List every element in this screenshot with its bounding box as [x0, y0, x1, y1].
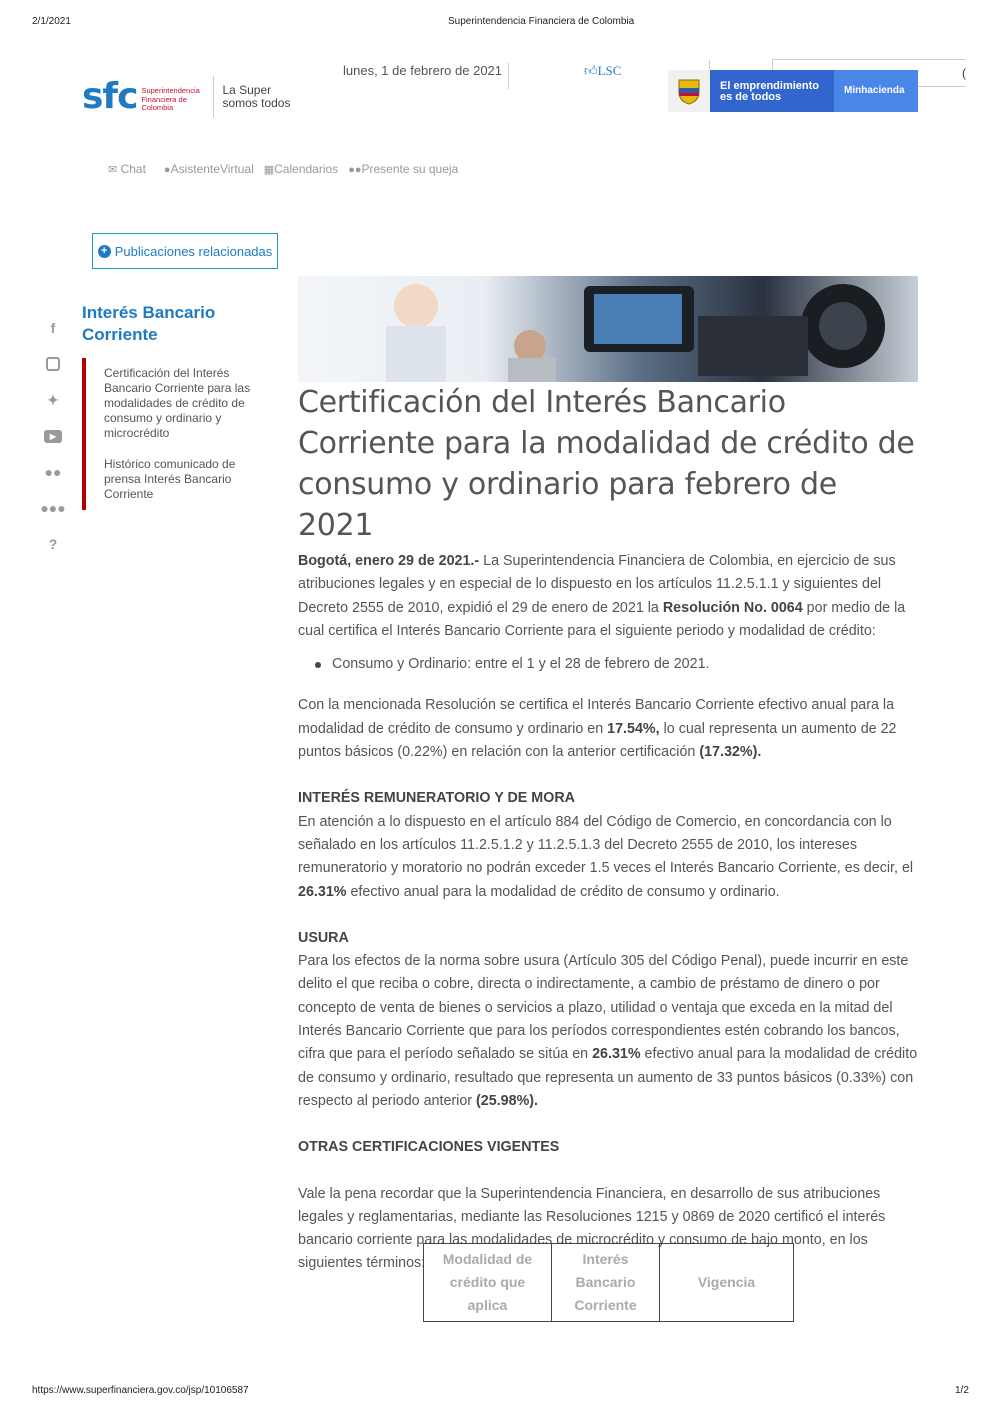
users-group-icon[interactable]: ●●●: [40, 500, 66, 516]
colombia-shield-icon: [668, 70, 710, 112]
gov-banner-slogan: El emprendimiento es de todos: [710, 70, 834, 112]
lsc-label: LSC: [597, 63, 622, 78]
complaint-label: Presente su queja: [361, 162, 459, 176]
complaint-link[interactable]: [348, 162, 458, 176]
logo-motto: La Super somos todos: [222, 83, 291, 110]
article-paragraph-4: [298, 950, 920, 1113]
social-bar: [40, 310, 66, 562]
utility-toolbar: [108, 162, 458, 176]
sidebar-item-historico[interactable]: Histórico comunicado de prensa Interés Bancario Corriente: [104, 457, 236, 501]
related-publications-label: Publicaciones relacionadas: [114, 243, 273, 259]
print-url: https://www.superfinanciera.gov.co/jsp/10106587: [32, 1385, 249, 1396]
calendars-label: Calendarios: [274, 162, 339, 176]
p4-text-b: efectivo anual para la modalidad de crédito de consumo y ordinario, resultado que representa un aumento de 33 puntos básicos (0.33%) con respecto al periodo anterior: [298, 1046, 918, 1109]
thumbs-up-icon: 👍︎: [584, 63, 598, 78]
rate-current: 17.54%,: [607, 720, 660, 737]
article: [298, 382, 920, 1276]
current-date: lunes, 1 de febrero de 2021: [343, 63, 509, 89]
p4-text-a: Para los efectos de la norma sobre usura (Artículo 305 del Código Penal), puede incurrir en este delito el que reciba o cobre, directa o indirectamente, a cambio de préstamo de dinero o por concepto de venta de bienes o servicios a plazo, utilidad o ventaja que exceda en la mitad del Interés Bancario Corriente que para los períodos correspondientes estén cobrando los bancos, cifra que para el período señalado se sitúa en: [298, 953, 909, 1063]
sidebar-item-certificacion[interactable]: Certificación del Interés Bancario Corriente para las modalidades de crédito de consumo y ordinario y microcrédito: [104, 366, 251, 440]
p2-text-a: Con la mencionada Resolución se certifica el Interés Bancario Corriente efectivo anual para la modalidad de crédito de consumo y ordinario en: [298, 697, 895, 737]
resolution-number: Resolución No. 0064: [662, 599, 803, 616]
assistant-link[interactable]: [164, 162, 254, 176]
search-icon: (: [962, 66, 966, 80]
dateline: Bogotá, enero 29 de 2021.-: [298, 553, 480, 569]
chat-link[interactable]: [108, 162, 146, 176]
logo-subtitle: Superintendencia Financiera de Colombia: [141, 86, 200, 113]
bullet-icon: [315, 662, 321, 668]
youtube-icon[interactable]: ▶: [40, 418, 66, 454]
lightbulb-icon: ●: [163, 164, 171, 176]
print-page: 1/2: [955, 1385, 969, 1396]
calendars-link[interactable]: [264, 162, 338, 176]
lsc-link[interactable]: [584, 63, 621, 79]
p1-text-b: por medio de la cual certifica el Interés Bancario Corriente para el siguiente periodo y modalidad de crédito:: [298, 599, 906, 639]
p3-text-b: efectivo anual para la modalidad de crédito de consumo y ordinario.: [346, 883, 780, 900]
assistant-label: AsistenteVirtual: [170, 162, 254, 176]
period-text: Consumo y Ordinario: entre el 1 y el 28 de febrero de 2021.: [332, 656, 710, 673]
sidebar: [82, 302, 272, 510]
usury-rate-previous: (25.98%).: [476, 1092, 539, 1109]
usury-rate: 26.31%: [592, 1046, 641, 1063]
p3-text-a: En atención a lo dispuesto en el artículo 884 del Código de Comercio, en concordancia con lo señalado en los artículos 11.2.5.1.2 y 11.2.5.1.3 del Decreto 2555 de 2010, los intereses remuneratorio y moratorio no podrán exceder 1.5 veces el Interés Bancario Corriente, es decir, el: [298, 813, 914, 877]
article-paragraph-3: [298, 811, 920, 904]
article-paragraph-1: [298, 550, 920, 643]
period-list: [298, 653, 920, 676]
logo-mark: sfc: [82, 76, 138, 117]
section-heading-remuneratorio: INTERÉS REMUNERATORIO Y DE MORA: [298, 790, 575, 807]
table-header-vigencia: Vigencia: [660, 1244, 794, 1322]
section-heading-otras: OTRAS CERTIFICACIONES VIGENTES: [298, 1139, 560, 1156]
help-icon[interactable]: ?: [48, 536, 58, 552]
sidebar-items: [82, 358, 272, 510]
article-paragraph-5: Vale la pena recordar que la Superintendencia Financiera, en desarrollo de sus atribuciones legales y reglamentarias, mediante las Resoluciones 1215 y 0869 de 2020 certificó el interés bancario corriente para las modalidades de microcrédito y consumo de bajo monto, en los siguientes términos:: [298, 1185, 886, 1272]
users-icon: ●●: [348, 164, 362, 176]
gov-banner[interactable]: [668, 70, 918, 112]
calendar-icon: ▦: [263, 164, 275, 176]
plus-circle-icon: +: [98, 245, 111, 258]
list-item: [298, 653, 920, 676]
rate-max: 26.31%: [298, 883, 347, 900]
article-title: Certificación del Interés Bancario Corriente para la modalidad de crédito de consumo y ordinario para febrero de 2021: [298, 385, 915, 543]
twitter-icon[interactable]: ✦: [47, 391, 59, 408]
table-header-interes: Interés Bancario Corriente: [552, 1244, 660, 1322]
facebook-icon[interactable]: f: [50, 320, 56, 336]
chat-icon: ✉︎: [108, 164, 118, 176]
instagram-icon[interactable]: [40, 346, 66, 382]
article-paragraph-2: [298, 694, 920, 764]
comments-icon[interactable]: ●●: [44, 464, 62, 480]
sidebar-title: Interés Bancario Corriente: [82, 303, 216, 344]
related-publications-button[interactable]: [92, 233, 278, 269]
gov-banner-ministry: Minhacienda: [834, 70, 918, 112]
section-heading-usura: USURA: [298, 929, 349, 946]
p1-text-a: La Superintendencia Financiera de Colombia, en ejercicio de sus atribuciones legales y en especial de lo dispuesto en los artículos 11.2.5.1.1 y siguientes del Decreto 2555 de 2010, expidió el 29 de enero de 2021 la: [298, 553, 896, 616]
rate-previous: (17.32%).: [699, 744, 762, 761]
hero-image: [298, 276, 918, 382]
table-header-modalidad: Modalidad de crédito que aplica: [424, 1244, 552, 1322]
p2-text-b: lo cual representa un aumento de 22 puntos básicos (0.22%) en relación con la anterior certificación: [298, 720, 897, 761]
chat-label: Chat: [120, 162, 146, 176]
logo-divider: [213, 76, 214, 118]
sfc-logo[interactable]: [82, 76, 302, 118]
print-date: 2/1/2021: [32, 16, 71, 27]
print-title: Superintendencia Financiera de Colombia: [448, 16, 635, 27]
table-header-row: [424, 1244, 794, 1322]
certifications-table: [423, 1243, 794, 1322]
